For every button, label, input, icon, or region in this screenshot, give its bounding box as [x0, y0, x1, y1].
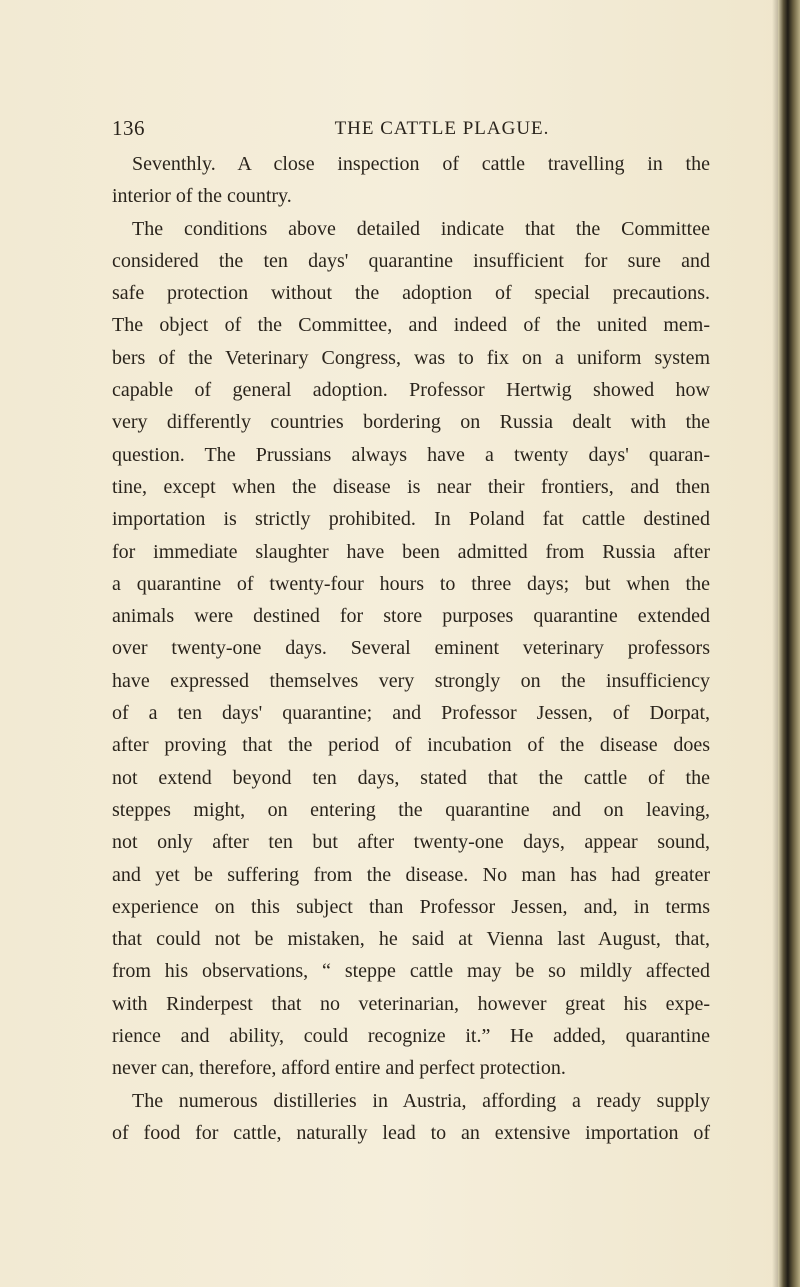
text-line: of a ten days' quarantine; and Professor Jessen, of Dorpat,: [112, 702, 710, 725]
text-line: The conditions above detailed indicate that the Committee: [132, 217, 710, 240]
text-line: importation is strictly prohibited. In Poland fat cattle destined: [112, 508, 710, 531]
text-line: after proving that the period of incubation of the disease does: [112, 734, 710, 757]
text-line: interior of the country.: [112, 185, 292, 208]
text-line: have expressed themselves very strongly on the insufficiency: [112, 669, 710, 692]
text-line: animals were destined for store purposes quarantine extended: [112, 605, 710, 628]
text-line: considered the ten days' quarantine insufficient for sure and: [112, 249, 710, 272]
text-line: bers of the Veterinary Congress, was to fix on a uniform system: [112, 346, 710, 369]
text-line: from his observations, “ steppe cattle may be so mildly affected: [112, 960, 710, 983]
text-line: The object of the Committee, and indeed of the united mem-: [112, 314, 710, 337]
text-line: of food for cattle, naturally lead to an extensive importation of: [112, 1121, 710, 1144]
text-line: that could not be mistaken, he said at Vienna last August, that,: [112, 928, 710, 951]
text-line: safe protection without the adoption of special precautions.: [112, 282, 710, 305]
text-line: steppes might, on entering the quarantine and on leaving,: [112, 798, 710, 821]
text-line: rience and ability, could recognize it.” He added, quarantine: [112, 1025, 710, 1048]
body-text: [112, 148, 710, 1149]
text-line: never can, therefore, afford entire and perfect protection.: [112, 1057, 566, 1080]
text-line: not extend beyond ten days, stated that the cattle of the: [112, 766, 710, 789]
text-line: not only after ten but after twenty-one days, appear sound,: [112, 831, 710, 854]
text-line: with Rinderpest that no veterinarian, however great his expe-: [112, 992, 710, 1015]
text-line: question. The Prussians always have a twenty days' quaran-: [112, 443, 710, 466]
text-line: over twenty-one days. Several eminent veterinary professors: [112, 637, 710, 660]
text-line: The numerous distilleries in Austria, affording a ready supply: [132, 1089, 710, 1112]
text-line: experience on this subject than Professor Jessen, and, in terms: [112, 895, 710, 918]
text-line: for immediate slaughter have been admitted from Russia after: [112, 540, 710, 563]
text-line: and yet be suffering from the disease. No man has had greater: [112, 863, 710, 886]
text-line: tine, except when the disease is near their frontiers, and then: [112, 475, 710, 498]
running-title: THE CATTLE PLAGUE.: [334, 118, 550, 139]
text-line: very differently countries bordering on Russia dealt with the: [112, 411, 710, 434]
text-line: Seventhly. A close inspection of cattle travelling in the: [132, 153, 710, 175]
page-number: 136: [112, 116, 145, 140]
book-binding: [778, 0, 800, 1287]
text-line: capable of general adoption. Professor Hertwig showed how: [112, 379, 710, 402]
running-head: [112, 116, 712, 146]
text-line: a quarantine of twenty-four hours to three days; but when the: [112, 572, 710, 595]
